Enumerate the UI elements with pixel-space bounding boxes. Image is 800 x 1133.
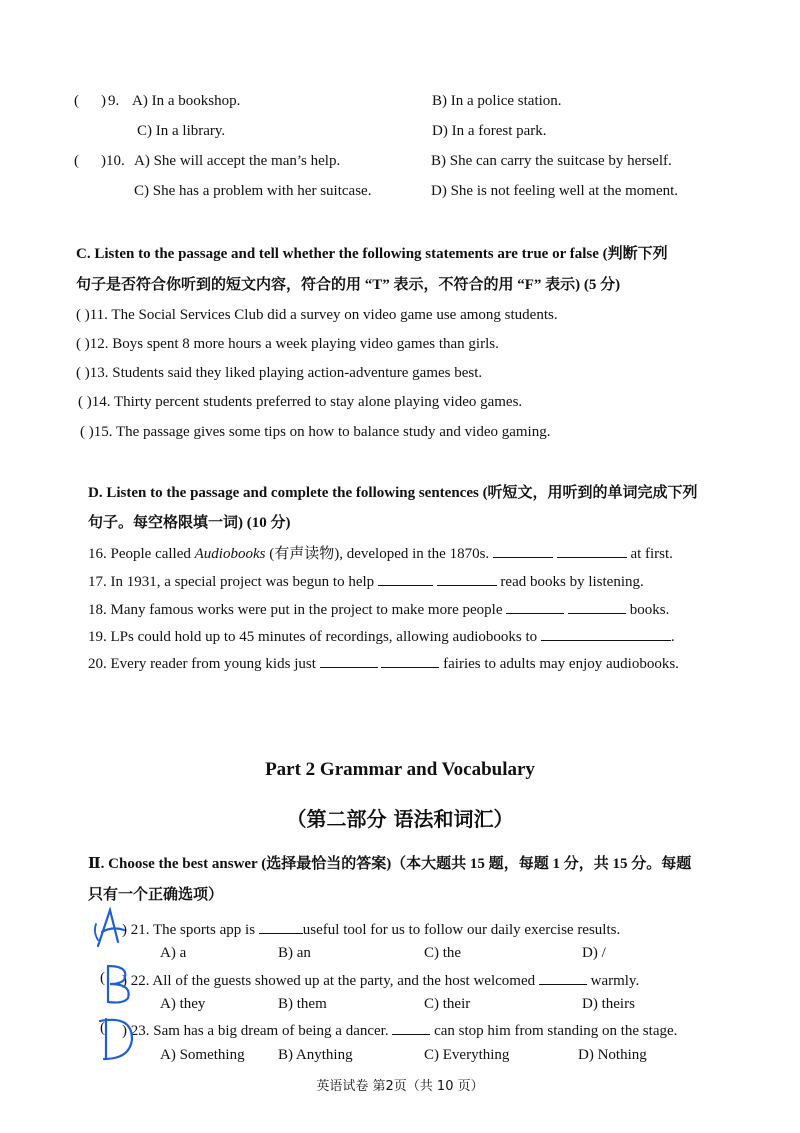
blank-16b[interactable] — [557, 543, 627, 558]
sentence-20-start: 20. Every reader from young kids just — [88, 656, 316, 672]
q10-option-d: D) She is not feeling well at the moment. — [431, 183, 679, 199]
q22-stem-start: ) 22. All of the guests showed up at the party, and the host welcomed — [122, 973, 536, 989]
q22-paren: ( — [100, 970, 105, 986]
q21-option-c[interactable]: C) the — [424, 945, 462, 961]
q9-rparen: ) — [101, 93, 106, 109]
sentence-16-start: 16. People called — [88, 546, 195, 562]
q9-option-d: D) In a forest park. — [432, 123, 547, 139]
blank-17b[interactable] — [437, 571, 497, 586]
sentence-17-end: read books by listening. — [500, 574, 644, 590]
q22-stem-end: warmly. — [590, 973, 640, 989]
q10-number: 10. — [106, 153, 125, 169]
sentence-17 — [88, 571, 644, 591]
q21-blank[interactable] — [259, 919, 303, 934]
q21-stem-end: useful tool for us to follow our daily exercise results. — [302, 922, 621, 938]
blank-20a[interactable] — [320, 653, 378, 668]
blank-19[interactable] — [541, 626, 671, 641]
q23-stem-end: can stop him from standing on the stage. — [434, 1023, 678, 1039]
sentence-19 — [88, 626, 675, 646]
q23-option-a[interactable]: A) Something — [160, 1047, 245, 1063]
sentence-17-start: 17. In 1931, a special project was begun to help — [88, 574, 375, 590]
sentence-18-start: 18. Many famous works were put in the project to make more people — [88, 602, 503, 618]
q9-paren[interactable]: ( — [74, 93, 79, 109]
section-c-instruction-line2: 句子是否符合你听到的短文内容，符合的用 “T” 表示，不符合的用 “F” 表示) (5 分) — [76, 277, 621, 293]
question-15[interactable]: ( )15. The passage gives some tips on how to balance study and video gaming. — [80, 424, 551, 440]
q23-paren: ( — [100, 1020, 105, 1036]
q21-option-d[interactable]: D) / — [582, 945, 606, 961]
q9-option-a: A) In a bookshop. — [132, 93, 241, 109]
question-12[interactable]: ( )12. Boys spent 8 more hours a week playing video games than girls. — [76, 336, 499, 352]
q10-option-c: C) She has a problem with her suitcase. — [134, 183, 372, 199]
handwritten-answer-b-icon — [100, 962, 136, 1006]
q21-option-a[interactable]: A) a — [160, 945, 187, 961]
sentence-20-end: fairies to adults may enjoy audiobooks. — [443, 656, 679, 672]
section-c-instruction: C. Listen to the passage and tell whether the following statements are true or false (判断下列 — [76, 246, 668, 262]
q23-stem — [122, 1020, 677, 1040]
sentence-16-mid: (有声读物), developed in the 1870s. — [265, 546, 490, 562]
q22-stem — [122, 970, 639, 990]
q10-rparen: ) — [101, 153, 106, 169]
q22-option-c[interactable]: C) their — [424, 996, 471, 1012]
blank-16a[interactable] — [493, 543, 553, 558]
q22-option-b[interactable]: B) them — [278, 996, 327, 1012]
q21-stem-start: ) 21. The sports app is — [122, 922, 256, 938]
q23-option-d[interactable]: D) Nothing — [578, 1047, 647, 1063]
part-2-title: Part 2 Grammar and Vocabulary — [265, 759, 535, 780]
section-d-instruction: D. Listen to the passage and complete the following sentences (听短文，用听到的单词完成下列 — [88, 485, 698, 501]
sentence-19-end: . — [670, 629, 675, 645]
blank-17a[interactable] — [378, 571, 433, 586]
q23-option-b[interactable]: B) Anything — [278, 1047, 353, 1063]
question-11[interactable]: ( )11. The Social Services Club did a survey on video game use among students. — [76, 307, 558, 323]
blank-18a[interactable] — [506, 599, 564, 614]
q23-option-c[interactable]: C) Everything — [424, 1047, 510, 1063]
sentence-16-italic: Audiobooks — [194, 546, 266, 562]
part-2-subtitle: （第二部分 语法和词汇） — [286, 807, 514, 831]
page-footer: 英语试卷 第2页（共 10 页） — [316, 1079, 484, 1094]
section-2-instruction: Ⅱ. Choose the best answer (选择最恰当的答案)（本大题共 15 题，每题 1 分，共 15 分。每题 — [88, 856, 692, 872]
q10-option-a: A) She will accept the man’s help. — [134, 153, 341, 169]
q9-option-b: B) In a police station. — [432, 93, 562, 109]
q9-number: 9. — [108, 93, 120, 109]
q10-paren[interactable]: ( — [74, 153, 79, 169]
q23-blank[interactable] — [392, 1020, 430, 1035]
blank-18b[interactable] — [568, 599, 626, 614]
sentence-16 — [88, 542, 673, 563]
q21-stem — [122, 919, 620, 939]
sentence-18 — [88, 599, 669, 619]
question-14[interactable]: ( )14. Thirty percent students preferred to stay alone playing video games. — [78, 394, 523, 410]
question-13[interactable]: ( )13. Students said they liked playing action-adventure games best. — [76, 365, 483, 381]
sentence-16-end: at first. — [630, 546, 673, 562]
q22-blank[interactable] — [539, 970, 587, 985]
q23-stem-start: ) 23. Sam has a big dream of being a dancer. — [122, 1023, 389, 1039]
sentence-20 — [88, 653, 679, 673]
blank-20b[interactable] — [381, 653, 439, 668]
q9-option-c: C) In a library. — [137, 123, 226, 139]
sentence-19-start: 19. LPs could hold up to 45 minutes of recordings, allowing audiobooks to — [88, 629, 538, 645]
section-d-instruction-line2: 句子。每空格限填一词) (10 分) — [88, 515, 291, 531]
q10-option-b: B) She can carry the suitcase by herself. — [431, 153, 672, 169]
sentence-18-end: books. — [629, 602, 670, 618]
handwritten-answer-a-icon — [92, 906, 132, 948]
q21-option-b[interactable]: B) an — [278, 945, 311, 961]
q22-option-d[interactable]: D) theirs — [582, 996, 635, 1012]
q22-option-a[interactable]: A) they — [160, 996, 206, 1012]
section-2-instruction-line2: 只有一个正确选项） — [88, 887, 224, 903]
handwritten-answer-d-icon — [96, 1013, 138, 1063]
